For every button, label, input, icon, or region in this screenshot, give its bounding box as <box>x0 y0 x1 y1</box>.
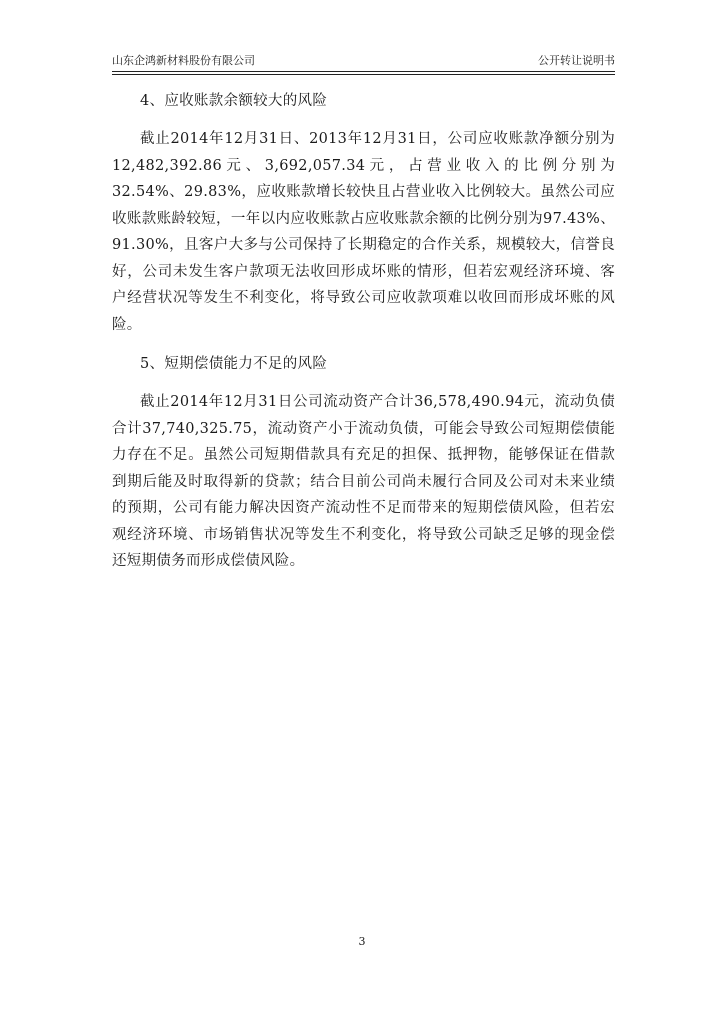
section-heading-solvency-risk: 5、短期偿债能力不足的风险 <box>140 356 328 372</box>
header-rule-thin <box>112 74 615 75</box>
page-content <box>112 88 615 588</box>
header-rule <box>112 71 615 72</box>
page-number: 3 <box>358 935 366 948</box>
section-heading-receivables-risk: 4、应收账款余额较大的风险 <box>140 93 328 109</box>
document-type: 公开转让说明书 <box>538 54 615 67</box>
company-name: 山东企鸿新材料股份有限公司 <box>112 54 255 67</box>
section-body-receivables-risk: 截止2014年12月31日、2013年12月31日，公司应收账款净额分别为12,482,392.86元、3,692,057.34元，占营业收入的比例分别为32.54%、29.83%，应收账款增长较快且占营业收入比例较大。虽然公司应收账款账龄较短，一年以内应收账款占应收账款余额的比例分别为97.43%、91.30%，且客户大多与公司保持了长期稳定的合作关系，规模较大，信誉良好，公司未发生客户款项无法收回形成坏账的情形，但若宏观经济环境、客户经营状况等发生不利变化，将导致公司应收款项难以收回而形成坏账的风险。 <box>112 131 615 333</box>
page-header <box>112 54 615 72</box>
section-body-solvency-risk: 截止2014年12月31日公司流动资产合计36,578,490.94元，流动负债合计37,740,325.75，流动资产小于流动负债，可能会导致公司短期偿债能力存在不足。虽然公司短期借款具有充足的担保、抵押物，能够保证在借款到期后能及时取得新的贷款；结合目前公司尚未履行合同及公司对未来业绩的预期，公司有能力解决因资产流动性不足而带来的短期偿债风险，但若宏观经济环境、市场销售状况等发生不利变化，将导致公司缺乏足够的现金偿还短期债务而形成偿债风险。 <box>112 394 615 569</box>
